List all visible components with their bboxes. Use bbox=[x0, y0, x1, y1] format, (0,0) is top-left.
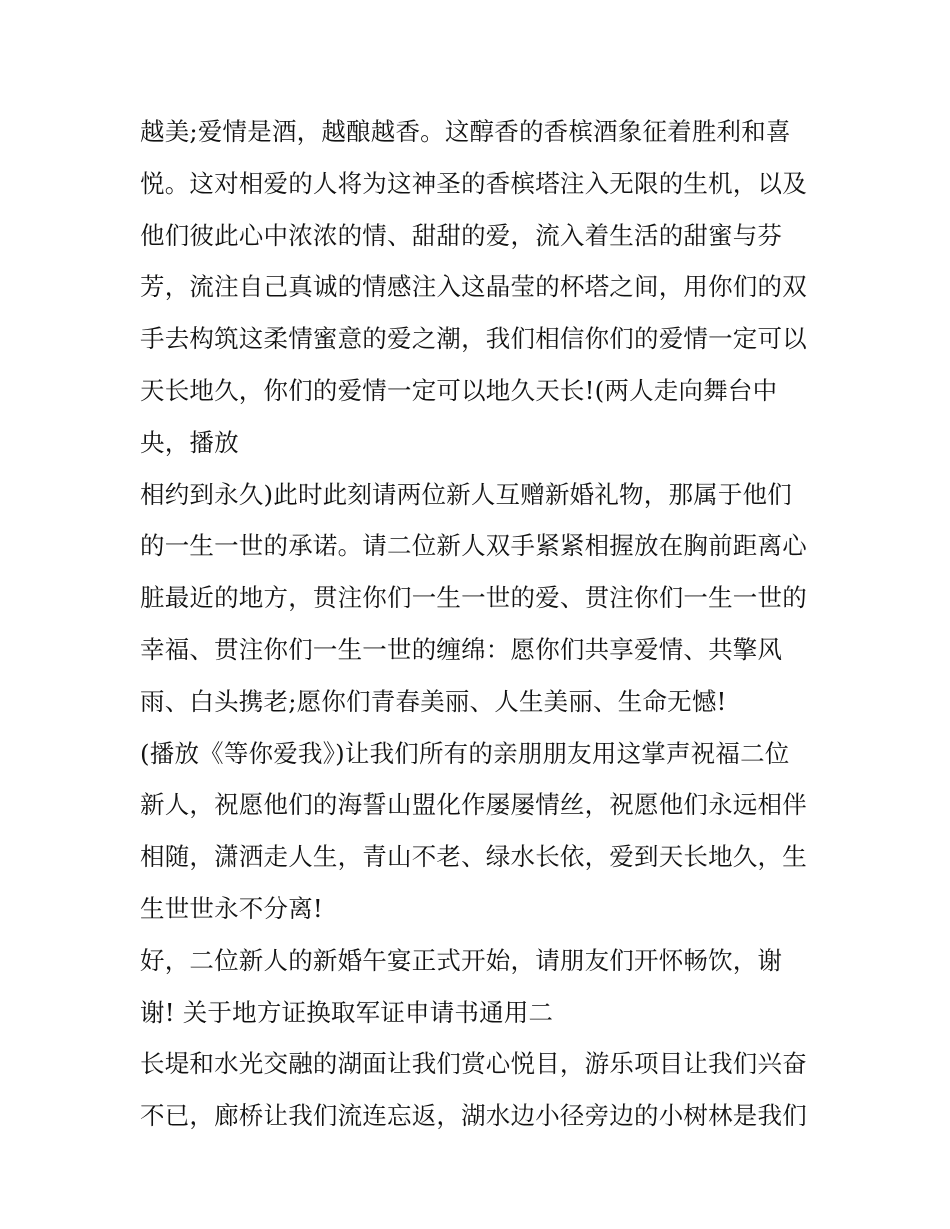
text-line: 雨、白头携老;愿你们青春美丽、人生美丽、生命无憾! bbox=[140, 686, 727, 716]
text-line: 的一生一世的承诺。请二位新人双手紧紧相握放在胸前距离心 bbox=[140, 531, 807, 561]
text-line: 生世世永不分离! bbox=[140, 893, 323, 923]
text-line: 好，二位新人的新婚午宴正式开始，请朋友们开怀畅饮，谢 bbox=[140, 945, 783, 975]
text-line: 幸福、贯注你们一生一世的缠绵：愿你们共享爱情、共擎风 bbox=[140, 634, 783, 664]
text-line: 谢! 关于地方证换取军证申请书通用二 bbox=[140, 997, 554, 1027]
text-line: 长堤和水光交融的湖面让我们赏心悦目，游乐项目让我们兴奋 bbox=[140, 1049, 807, 1079]
body-text bbox=[140, 106, 820, 1142]
text-line: 新人，祝愿他们的海誓山盟化作屡屡情丝，祝愿他们永远相伴 bbox=[140, 790, 807, 820]
text-line: 相随，潇洒走人生，青山不老、绿水长依，爱到天长地久，生 bbox=[140, 842, 807, 872]
text-line: 越美;爱情是酒，越酿越香。这醇香的香槟酒象征着胜利和喜 bbox=[140, 117, 791, 146]
text-line: 相约到永久)此时此刻请两位新人互赠新婚礼物，那属于他们 bbox=[140, 479, 792, 509]
text-line: 不已，廊桥让我们流连忘返，湖水边小径旁边的小树林是我们 bbox=[140, 1101, 807, 1131]
text-line: 天长地久，你们的爱情一定可以地久天长!(两人走向舞台中 bbox=[140, 375, 778, 405]
text-line: 央，播放 bbox=[140, 427, 239, 457]
text-line: 脏最近的地方，贯注你们一生一世的爱、贯注你们一生一世的 bbox=[140, 583, 807, 613]
text-line: 芳，流注自己真诚的情感注入这晶莹的杯塔之间，用你们的双 bbox=[140, 272, 807, 302]
text-line: 悦。这对相爱的人将为这神圣的香槟塔注入无限的生机，以及 bbox=[140, 168, 807, 198]
text-line: 他们彼此心中浓浓的情、甜甜的爱，流入着生活的甜蜜与芬 bbox=[140, 220, 783, 250]
text-line: (播放《等你爱我》)让我们所有的亲朋朋友用这掌声祝福二位 bbox=[140, 738, 790, 768]
text-line: 手去构筑这柔情蜜意的爱之潮，我们相信你们的爱情一定可以 bbox=[140, 324, 807, 354]
